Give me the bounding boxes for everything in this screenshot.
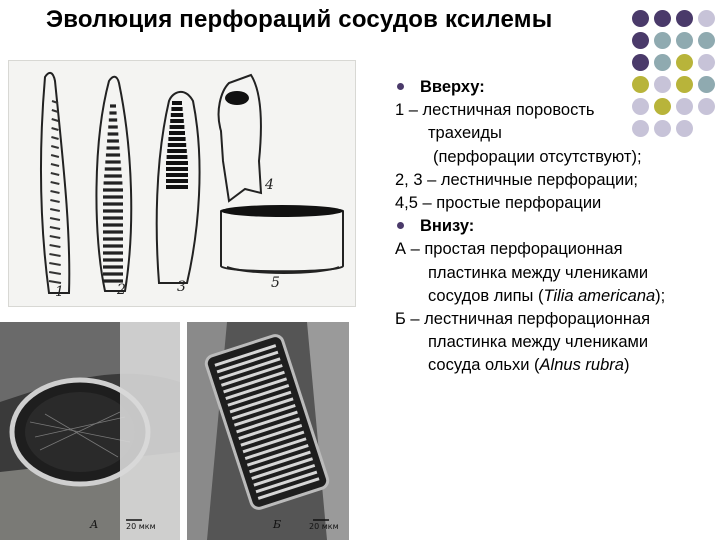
caption-line: трахеиды	[428, 124, 502, 143]
pit-mark	[50, 209, 60, 211]
decorative-dot	[654, 32, 671, 49]
vessel-sketch-figure	[8, 60, 356, 307]
slide-title: Эволюция перфораций сосудов ксилемы	[46, 6, 553, 33]
bottom-heading-line	[395, 215, 720, 238]
species-name: Alnus rubra	[539, 356, 624, 375]
caption-line: 1 – лестничная поровость	[395, 101, 595, 120]
pit-mark	[51, 191, 60, 193]
micrograph-a-scale: 20 мкм	[126, 522, 156, 531]
decorative-dot	[698, 32, 715, 49]
pit-mark	[52, 128, 59, 130]
caption-line: 2, 3 – лестничные перфорации;	[395, 170, 638, 189]
species-name: Tilia americana	[543, 286, 656, 305]
pit-mark	[49, 263, 60, 265]
pit-mark	[50, 218, 60, 220]
bottom-heading: Внизу:	[420, 217, 475, 236]
sketch-label-3: 3	[177, 279, 186, 295]
pit-mark	[51, 137, 58, 139]
bullet-icon	[397, 222, 404, 229]
pit-mark	[49, 281, 61, 283]
caption-line: А – простая перфорационная	[395, 240, 623, 259]
decorative-dot	[676, 32, 693, 49]
pit-mark	[50, 245, 61, 247]
decorative-dot	[654, 10, 671, 27]
caption-line	[395, 354, 720, 377]
caption-line: пластинка между члениками	[428, 263, 649, 282]
caption-line: Б – лестничная перфорационная	[395, 310, 651, 329]
pit-mark	[51, 155, 59, 157]
caption-text: сосуда ольхи (	[428, 356, 540, 375]
sketch-label-5: 5	[271, 275, 280, 291]
top-heading: Вверху:	[420, 78, 485, 96]
decorative-dot	[654, 54, 671, 71]
pit-mark	[50, 227, 60, 229]
sketch-label-2: 2	[117, 282, 126, 298]
decorative-dot	[698, 10, 715, 27]
pit-mark	[50, 200, 59, 202]
micrograph-b	[187, 322, 349, 540]
caption-line: 4,5 – простые перфорации	[395, 194, 602, 213]
pit-mark	[51, 164, 59, 166]
micrograph-b-label: Б	[273, 518, 282, 531]
caption-line: пластинка между члениками	[428, 333, 649, 352]
caption-line: (перфорации отсутствуют);	[433, 147, 642, 166]
pit-mark	[51, 146, 59, 148]
caption-text: сосудов липы (	[428, 286, 544, 305]
pit-mark	[51, 182, 60, 184]
pit-mark	[49, 254, 60, 256]
decorative-dot	[632, 10, 649, 27]
caption-text: )	[623, 356, 630, 375]
decorative-dot	[698, 54, 715, 71]
top-heading-line	[395, 76, 720, 99]
pit-mark	[51, 173, 59, 175]
description-text	[395, 76, 720, 378]
decorative-dot	[632, 32, 649, 49]
decorative-dot	[676, 10, 693, 27]
sketch-label-1: 1	[55, 284, 64, 300]
decorative-dot	[632, 54, 649, 71]
bullet-icon	[397, 83, 404, 90]
pit-mark	[52, 119, 59, 121]
micrograph-a-label: А	[90, 518, 99, 531]
decorative-dot	[676, 54, 693, 71]
pit-mark	[50, 236, 61, 238]
sketch-label-4: 4	[265, 177, 274, 193]
caption-text: );	[655, 286, 666, 305]
micrograph-a	[0, 322, 180, 540]
micrograph-b-scale: 20 мкм	[309, 522, 339, 531]
pit-mark	[49, 272, 61, 274]
caption-line	[395, 285, 720, 308]
